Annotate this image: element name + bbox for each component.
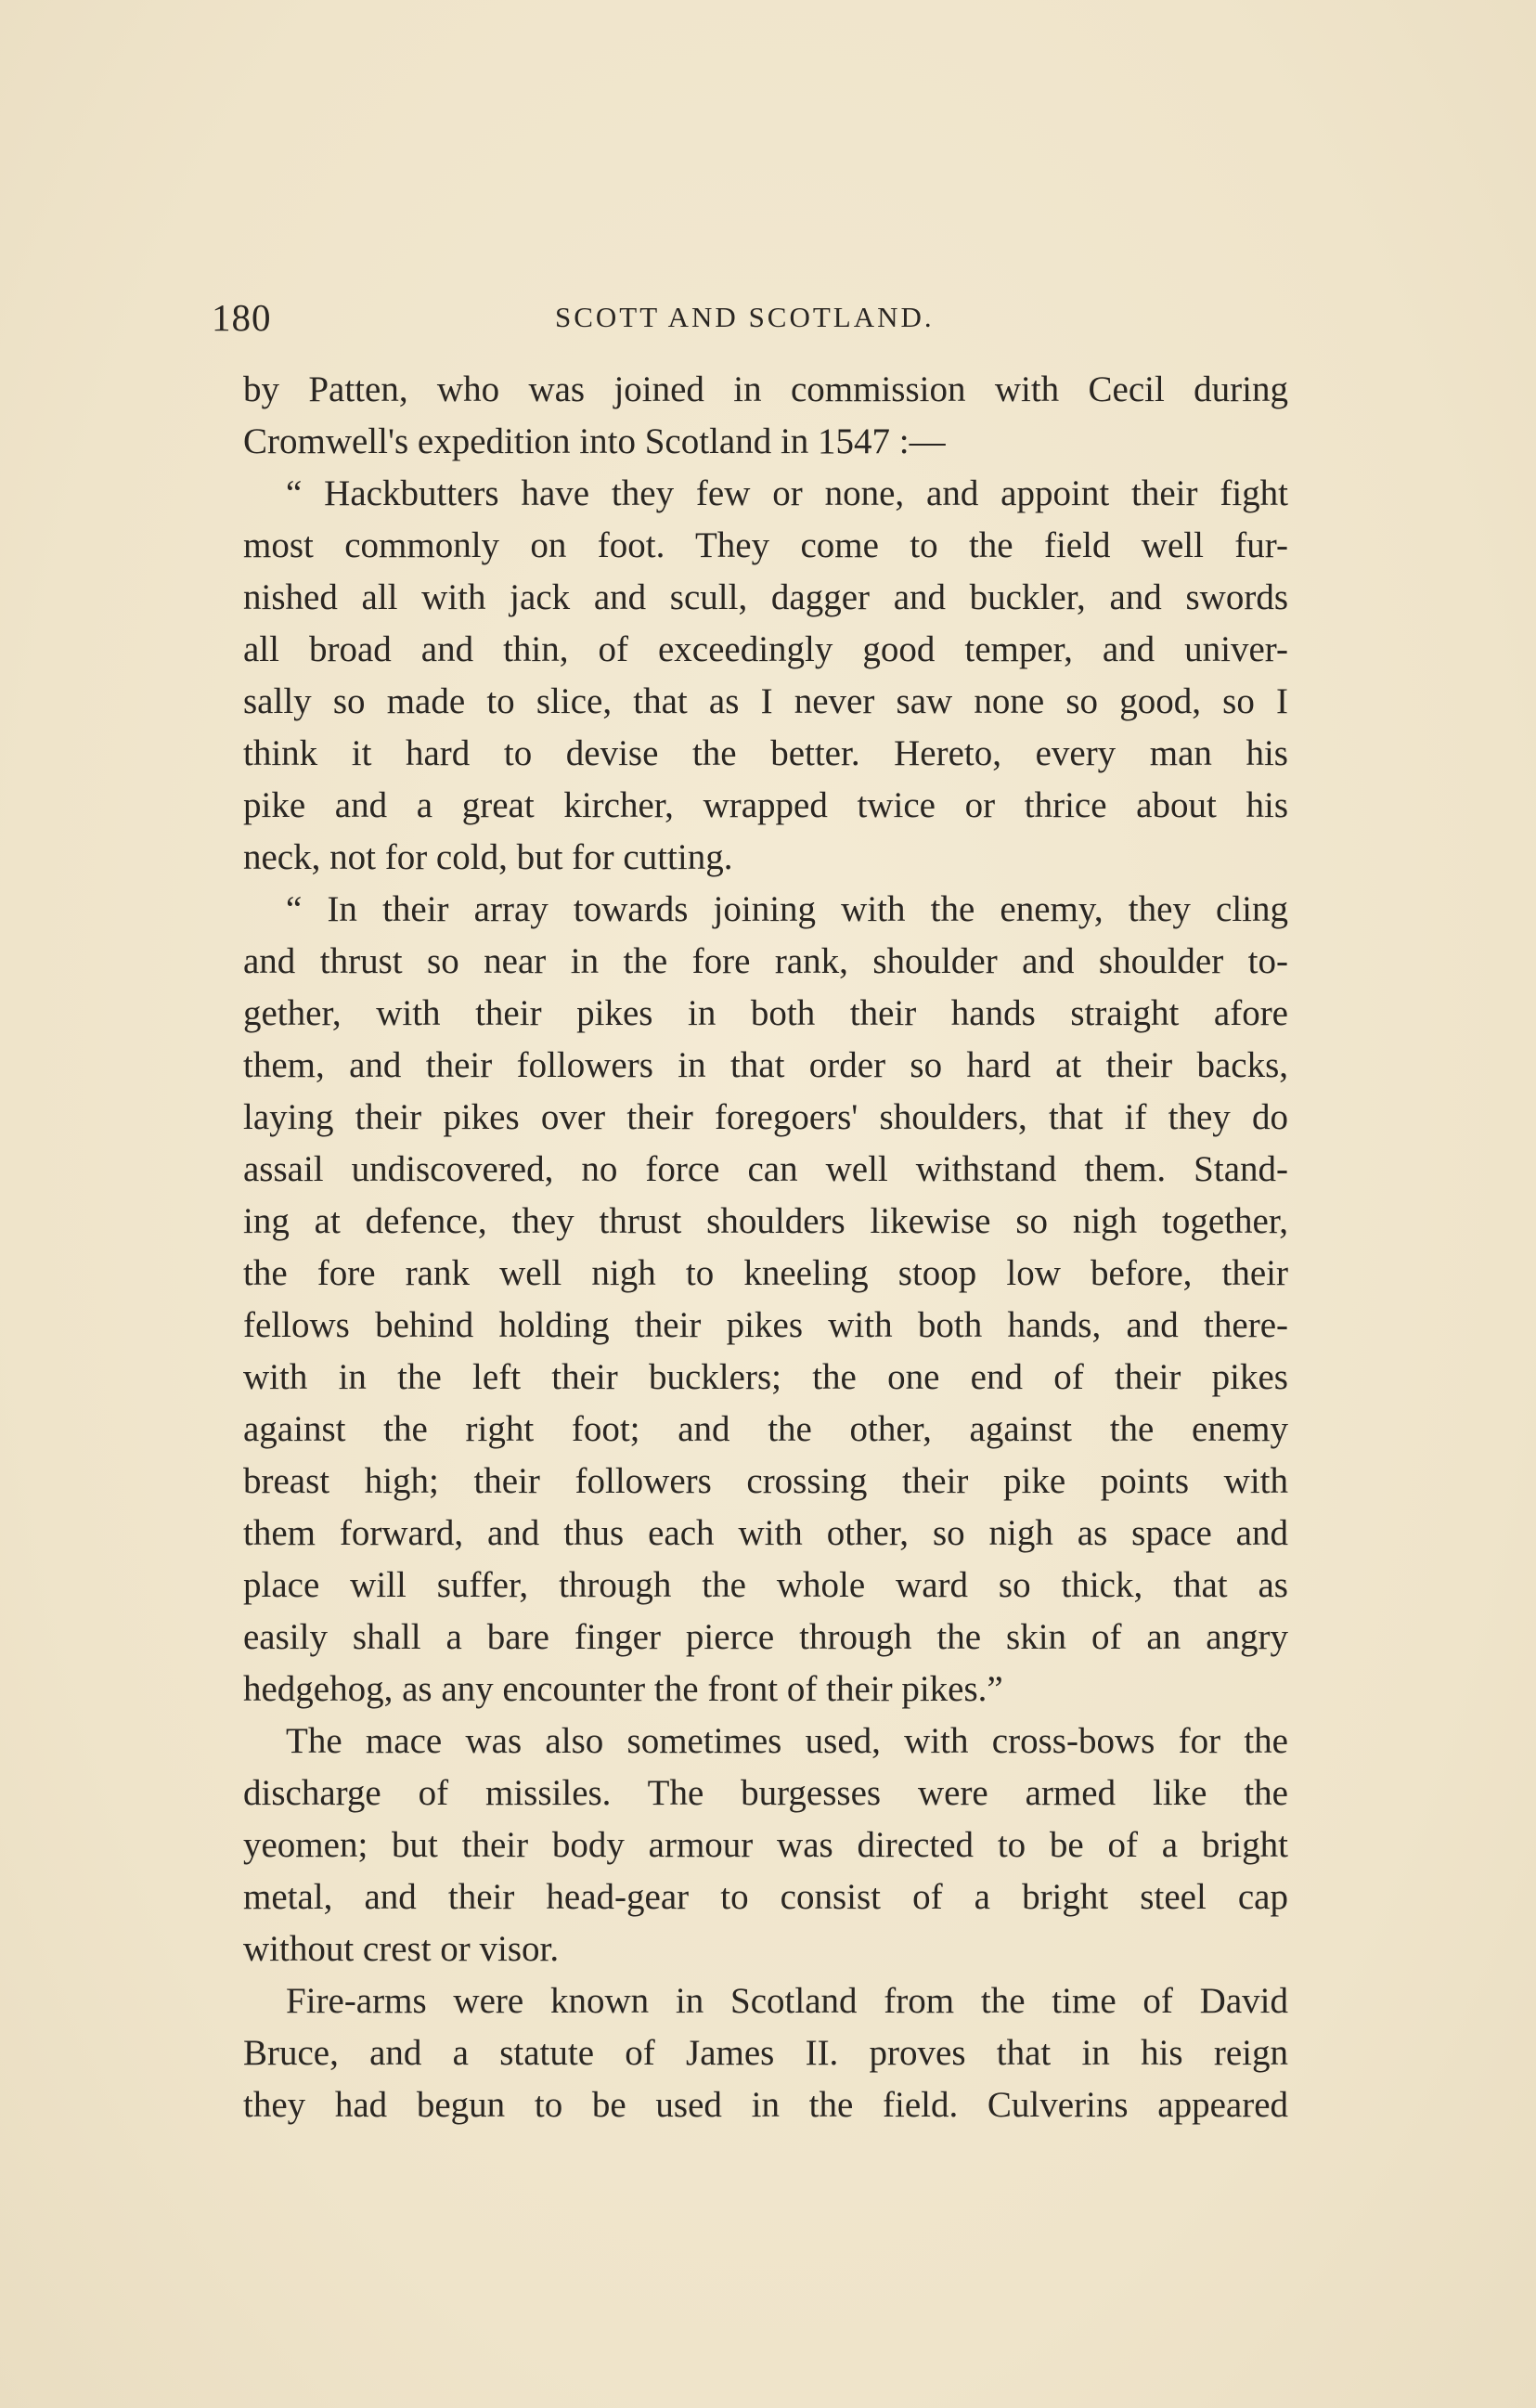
text-line: “ Hackbutters have they few or none, and appoint their fight [286,473,1288,513]
running-head: SCOTT AND SCOTLAND. [555,301,935,333]
text-line: fellows behind holding their pikes with both hands, and there- [243,1305,1288,1345]
body-text [243,364,1288,2131]
text-line: metal, and their head-gear to consist of a bright steel cap [243,1877,1288,1917]
text-line: discharge of missiles. The burgesses were armed like the [243,1773,1288,1813]
text-line: with in the left their bucklers; the one end of their pikes [243,1357,1288,1397]
text-line: Fire-arms were known in Scotland from the time of David [286,1981,1288,2021]
text-line: neck, not for cold, but for cutting. [243,837,733,877]
text-line: The mace was also sometimes used, with cross-bows for the [286,1721,1288,1761]
text-line: them forward, and thus each with other, so nigh as space and [243,1513,1288,1553]
text-line: pike and a great kircher, wrapped twice or thrice about his [243,785,1288,825]
page-header [212,290,1279,345]
text-line: against the right foot; and the other, against the enemy [243,1409,1288,1449]
text-line: ing at defence, they thrust shoulders likewise so nigh together, [243,1201,1288,1241]
text-line: “ In their array towards joining with the enemy, they cling [286,889,1288,929]
text-line: think it hard to devise the better. Hereto, every man his [243,733,1288,773]
text-line: yeomen; but their body armour was directed to be of a bright [243,1825,1288,1865]
text-line: assail undiscovered, no force can well withstand them. Stand- [243,1149,1288,1189]
text-line: and thrust so near in the fore rank, shoulder and shoulder to- [243,941,1288,981]
text-line: without crest or visor. [243,1929,560,1969]
text-line: Cromwell's expedition into Scotland in 1547 :— [243,421,946,461]
text-line: easily shall a bare finger pierce through the skin of an angry [243,1617,1288,1657]
text-line: the fore rank well nigh to kneeling stoop low before, their [243,1253,1288,1293]
text-line: gether, with their pikes in both their hands straight afore [243,993,1288,1033]
text-line: all broad and thin, of exceedingly good temper, and univer- [243,629,1288,669]
text-line: breast high; their followers crossing their pike points with [243,1461,1288,1501]
text-line: nished all with jack and scull, dagger and buckler, and swords [243,577,1288,617]
page-number: 180 [212,296,272,339]
text-line: laying their pikes over their foregoers' shoulders, that if they do [243,1097,1288,1137]
text-line: Bruce, and a statute of James II. proves that in his reign [243,2033,1288,2073]
text-line: them, and their followers in that order so hard at their backs, [243,1045,1288,1085]
text-line: by Patten, who was joined in commission with Cecil during [243,369,1288,409]
text-line: most commonly on foot. They come to the field well fur- [243,525,1288,565]
text-line: hedgehog, as any encounter the front of their pikes.” [243,1669,1003,1709]
text-line: they had begun to be used in the field. Culverins appeared [243,2085,1288,2125]
text-line: place will suffer, through the whole ward so thick, that as [243,1565,1288,1605]
text-line: sally so made to slice, that as I never saw none so good, so I [243,681,1288,721]
